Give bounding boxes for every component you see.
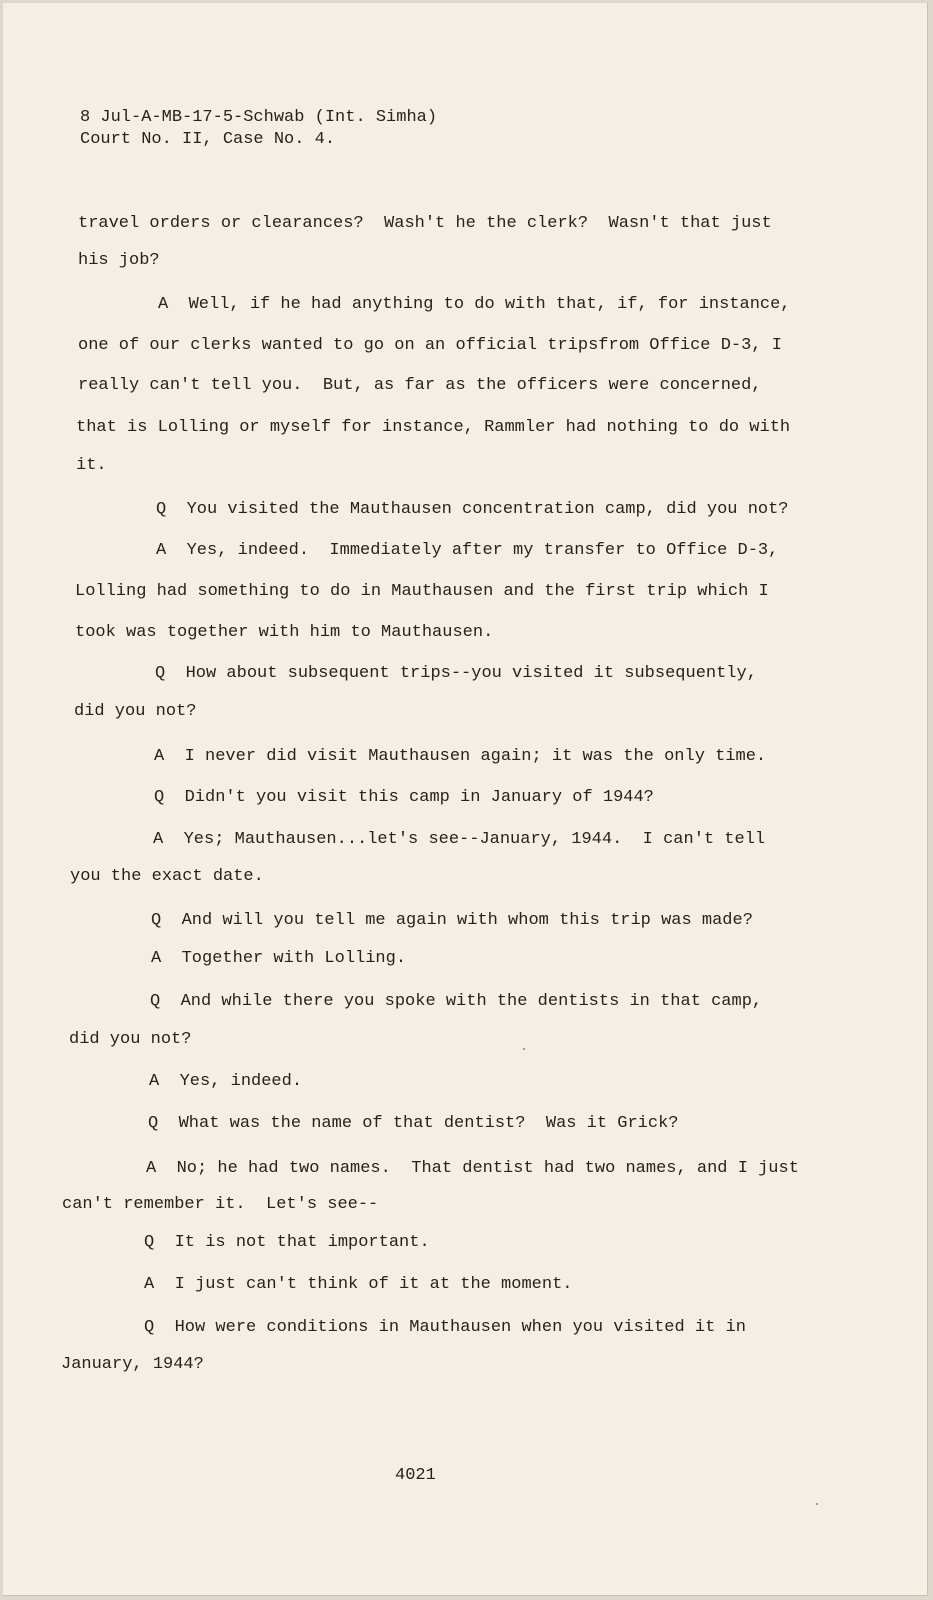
transcript-line: Q What was the name of that dentist? Was it Grick? bbox=[148, 1114, 679, 1133]
transcript-line: took was together with him to Mauthausen. bbox=[75, 623, 494, 642]
transcript-line: A Yes; Mauthausen...let's see--January, 1944. I can't tell bbox=[153, 830, 766, 849]
transcript-line: January, 1944? bbox=[61, 1355, 204, 1374]
transcript-line: travel orders or clearances? Wash't he the clerk? Wasn't that just bbox=[78, 214, 772, 233]
header-line-2: Court No. II, Case No. 4. bbox=[80, 130, 336, 149]
transcript-line: A Well, if he had anything to do with that, if, for instance, bbox=[158, 295, 791, 314]
transcript-line: Q How were conditions in Mauthausen when you visited it in bbox=[144, 1318, 746, 1337]
transcript-line: A I never did visit Mauthausen again; it was the only time. bbox=[154, 747, 767, 766]
transcript-line: A Yes, indeed. Immediately after my transfer to Office D-3, bbox=[156, 541, 779, 560]
header-line-1: 8 Jul-A-MB-17-5-Schwab (Int. Simha) bbox=[80, 108, 438, 127]
transcript-line: can't remember it. Let's see-- bbox=[62, 1195, 379, 1214]
transcript-line: it. bbox=[76, 456, 107, 475]
transcript-line: Q And while there you spoke with the dentists in that camp, bbox=[150, 992, 763, 1011]
transcript-line: you the exact date. bbox=[70, 867, 264, 886]
transcript-line: A No; he had two names. That dentist had two names, and I just bbox=[146, 1159, 799, 1178]
transcript-line: really can't tell you. But, as far as the officers were concerned, bbox=[78, 376, 762, 395]
transcript-line: Q And will you tell me again with whom this trip was made? bbox=[151, 911, 753, 930]
transcript-line: his job? bbox=[78, 251, 160, 270]
transcript-line: did you not? bbox=[69, 1030, 192, 1049]
transcript-line: Q Didn't you visit this camp in January of 1944? bbox=[154, 788, 654, 807]
page-number: 4021 bbox=[395, 1466, 436, 1485]
document-page bbox=[3, 3, 928, 1596]
transcript-line: did you not? bbox=[74, 702, 197, 721]
transcript-line: Q How about subsequent trips--you visited it subsequently, bbox=[155, 664, 757, 683]
paper-speck bbox=[816, 1503, 818, 1505]
paper-speck bbox=[523, 1048, 525, 1050]
transcript-line: Q You visited the Mauthausen concentration camp, did you not? bbox=[156, 500, 789, 519]
transcript-line: A Together with Lolling. bbox=[151, 949, 407, 968]
transcript-line: that is Lolling or myself for instance, Rammler had nothing to do with bbox=[76, 418, 791, 437]
transcript-line: Lolling had something to do in Mauthausen and the first trip which I bbox=[75, 582, 769, 601]
transcript-line: A Yes, indeed. bbox=[149, 1072, 303, 1091]
transcript-line: Q It is not that important. bbox=[144, 1233, 430, 1252]
transcript-line: A I just can't think of it at the moment. bbox=[144, 1275, 573, 1294]
transcript-line: one of our clerks wanted to go on an official tripsfrom Office D-3, I bbox=[78, 336, 782, 355]
